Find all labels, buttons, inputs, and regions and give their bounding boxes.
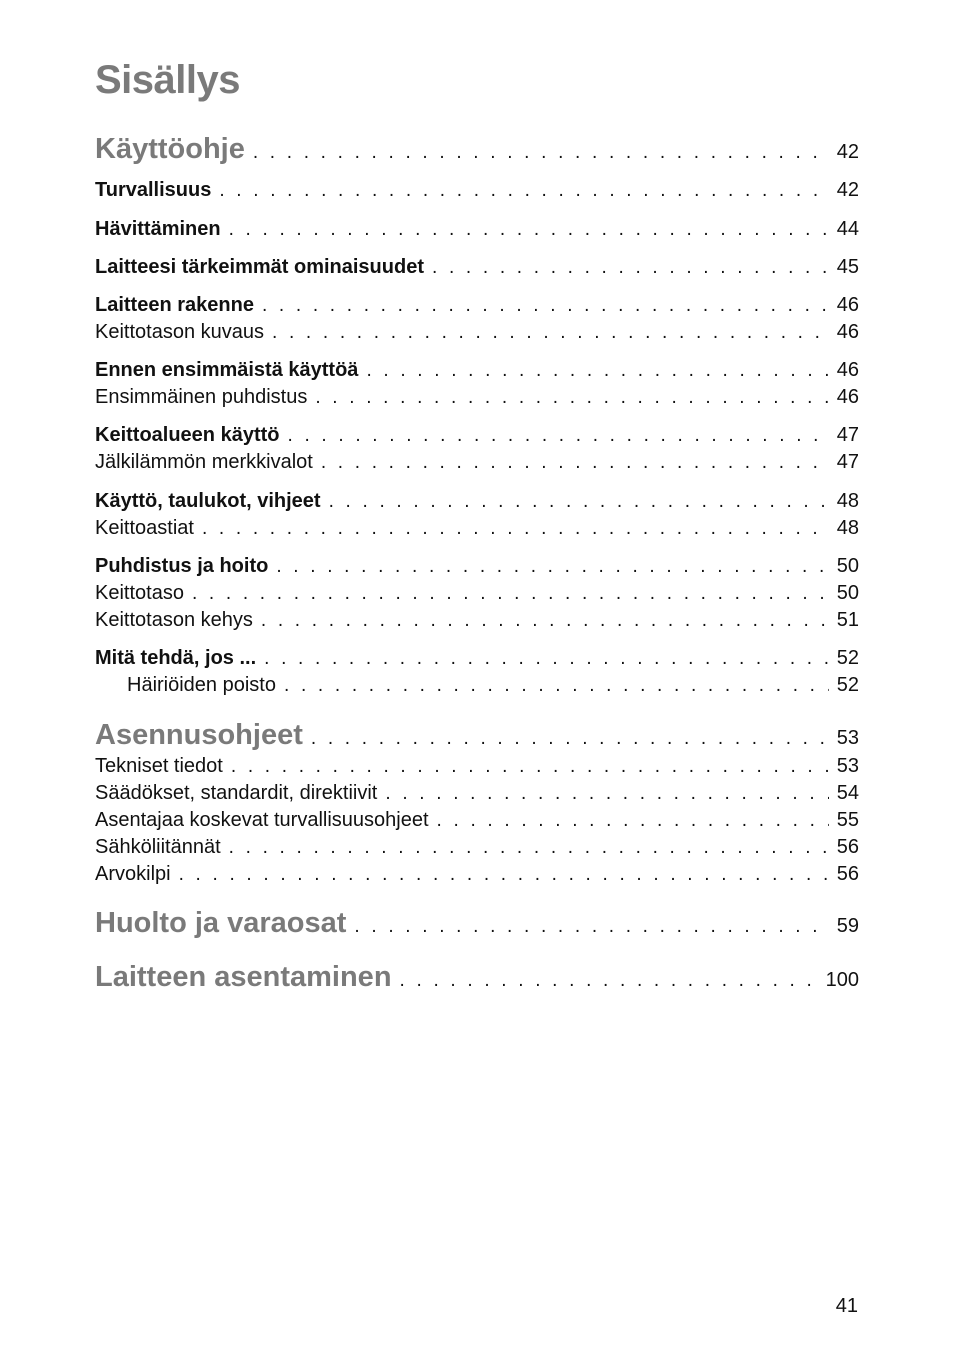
toc-label: Asennusohjeet — [95, 719, 303, 751]
toc-subentry[interactable] — [95, 809, 859, 832]
toc-page: 52 — [836, 674, 859, 696]
dot-leader — [400, 970, 818, 992]
toc-label: Keittotason kuvaus — [95, 321, 264, 343]
toc-subentry[interactable] — [95, 582, 859, 605]
toc-label: Ennen ensimmäistä käyttöä — [95, 359, 359, 381]
toc-label: Laitteen rakenne — [95, 294, 254, 316]
dot-leader — [329, 491, 829, 513]
toc-page: 44 — [836, 218, 859, 240]
toc-section[interactable] — [95, 907, 859, 940]
toc-page: 51 — [836, 609, 859, 631]
toc-page: 48 — [836, 517, 859, 539]
dot-leader — [202, 518, 829, 540]
dot-leader — [437, 810, 829, 832]
toc-section[interactable] — [95, 133, 859, 166]
toc-label: Sähköliitännät — [95, 836, 221, 858]
toc-label: Laitteesi tärkeimmät ominaisuudet — [95, 256, 424, 278]
toc-page: 47 — [836, 424, 859, 446]
dot-leader — [315, 387, 828, 409]
toc-page: 56 — [836, 836, 859, 858]
toc-label: Hävittäminen — [95, 218, 221, 240]
toc-page: 52 — [836, 647, 859, 669]
toc-subentry[interactable] — [95, 782, 859, 805]
dot-leader — [231, 756, 829, 778]
toc-page: 55 — [836, 809, 859, 831]
dot-leader — [229, 219, 829, 241]
toc-entry[interactable] — [95, 294, 859, 317]
toc-label: Keittotason kehys — [95, 609, 253, 631]
toc-entry[interactable] — [95, 179, 859, 202]
toc-label: Keittotaso — [95, 582, 184, 604]
dot-leader — [287, 425, 828, 447]
toc-label: Säädökset, standardit, direktiivit — [95, 782, 378, 804]
toc-section[interactable] — [95, 719, 859, 752]
toc-page: 54 — [836, 782, 859, 804]
toc-label: Käyttöohje — [95, 133, 245, 165]
toc-label: Puhdistus ja hoito — [95, 555, 269, 577]
toc-subentry[interactable] — [95, 863, 859, 886]
toc-label: Tekniset tiedot — [95, 755, 223, 777]
dot-leader — [219, 180, 828, 202]
page-title: Sisällys — [95, 58, 241, 102]
toc-label: Turvallisuus — [95, 179, 212, 201]
toc-label: Keittoalueen käyttö — [95, 424, 280, 446]
dot-leader — [179, 864, 829, 886]
toc-subentry[interactable] — [95, 451, 859, 474]
toc-label: Jälkilämmön merkkivalot — [95, 451, 313, 473]
toc-entry[interactable] — [95, 256, 859, 279]
toc-subentry[interactable] — [95, 321, 859, 344]
dot-leader — [321, 452, 829, 474]
toc-entry[interactable] — [95, 218, 859, 241]
dot-leader — [272, 322, 829, 344]
toc-page: 42 — [836, 141, 859, 163]
dot-leader — [262, 295, 829, 317]
dot-leader — [385, 783, 828, 805]
toc-label: Häiriöiden poisto — [127, 674, 276, 696]
toc-page: 50 — [836, 582, 859, 604]
toc-subentry[interactable] — [95, 674, 859, 697]
dot-leader — [264, 648, 829, 670]
dot-leader — [432, 257, 829, 279]
toc-page: 42 — [836, 179, 859, 201]
dot-leader — [311, 728, 829, 750]
dot-leader — [253, 142, 829, 164]
toc-page: 45 — [836, 256, 859, 278]
dot-leader — [192, 583, 829, 605]
toc-page: 100 — [825, 969, 859, 991]
dot-leader — [284, 675, 829, 697]
toc-page: 59 — [836, 915, 859, 937]
toc-page: 46 — [836, 294, 859, 316]
toc-subentry[interactable] — [95, 517, 859, 540]
toc-label: Keittoastiat — [95, 517, 194, 539]
toc-label: Käyttö, taulukot, vihjeet — [95, 490, 321, 512]
toc-page: 47 — [836, 451, 859, 473]
toc-page: 50 — [836, 555, 859, 577]
toc-subentry[interactable] — [95, 609, 859, 632]
toc-page: 46 — [836, 359, 859, 381]
toc-subentry[interactable] — [95, 386, 859, 409]
toc-entry[interactable] — [95, 490, 859, 513]
dot-leader — [229, 837, 829, 859]
toc-entry[interactable] — [95, 424, 859, 447]
toc-label: Asentajaa koskevat turvallisuusohjeet — [95, 809, 429, 831]
dot-leader — [366, 360, 828, 382]
toc-section[interactable] — [95, 961, 859, 994]
toc-label: Huolto ja varaosat — [95, 907, 347, 939]
toc-subentry[interactable] — [95, 836, 859, 859]
toc-label: Ensimmäinen puhdistus — [95, 386, 308, 408]
toc-page: 53 — [836, 755, 859, 777]
toc-page: 46 — [836, 321, 859, 343]
dot-leader — [261, 610, 829, 632]
toc-label: Mitä tehdä, jos ... — [95, 647, 257, 669]
toc-subentry[interactable] — [95, 755, 859, 778]
toc-entry[interactable] — [95, 555, 859, 578]
page-number: 41 — [835, 1295, 858, 1317]
toc-page: 53 — [836, 727, 859, 749]
dot-leader — [276, 556, 828, 578]
toc-label: Laitteen asentaminen — [95, 961, 392, 993]
toc-label: Arvokilpi — [95, 863, 171, 885]
toc-entry[interactable] — [95, 359, 859, 382]
toc-page: 56 — [836, 863, 859, 885]
toc-page: 48 — [836, 490, 859, 512]
toc-page: 46 — [836, 386, 859, 408]
dot-leader — [354, 916, 828, 938]
toc-entry[interactable] — [95, 647, 859, 670]
